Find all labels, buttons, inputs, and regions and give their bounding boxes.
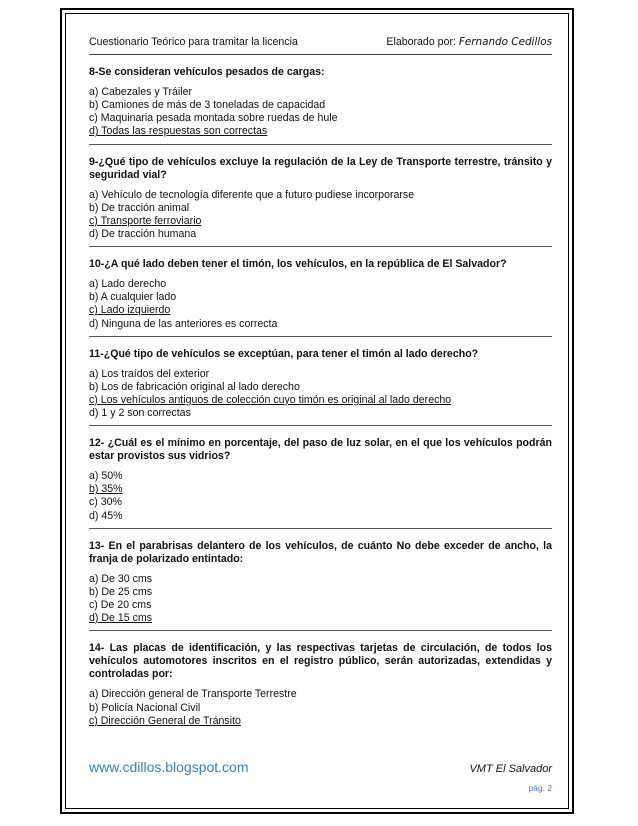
answer-option: b) De 25 cms — [89, 585, 152, 598]
answer-option: d) 1 y 2 son correctas — [89, 406, 191, 419]
question-separator — [89, 425, 552, 426]
question-separator — [89, 630, 552, 631]
answer-option: b) Camiones de más de 3 toneladas de capacidad — [89, 99, 326, 112]
document-page — [89, 36, 552, 728]
answer-option-correct: c) Transporte ferroviario — [89, 214, 202, 227]
answer-option: a) Lado derecho — [89, 278, 167, 291]
header-rule — [89, 54, 552, 55]
answer-option: a) De 30 cms — [89, 572, 152, 585]
answer-option: b) De tracción animal — [89, 201, 190, 214]
question-title: 13- En el parabrisas delantero de los vehículos, de cuánto No debe exceder de ancho, la franja de polarizado entintado: — [89, 539, 552, 565]
answer-option: d) Ninguna de las anteriores es correcta — [89, 317, 278, 330]
question-block — [89, 66, 552, 144]
answer-option-correct: c) Los vehículos antiguos de colección cuyo timón es original al lado derecho — [89, 393, 452, 406]
question-block — [89, 642, 552, 728]
question-separator — [89, 144, 552, 145]
answer-option: a) Cabezales y Tráiler — [89, 86, 193, 99]
header-author — [386, 36, 552, 49]
answer-option: a) Vehículo de tecnología diferente que a futuro pudiese incorporarse — [89, 188, 415, 201]
question-list — [89, 66, 552, 728]
answer-option-correct: c) Lado izquierdo — [89, 304, 171, 317]
answer-option: a) Dirección general de Transporte Terrestre — [89, 688, 297, 701]
page-header — [89, 36, 552, 49]
question-title: 10-¿A qué lado deben tener el timón, los vehículos, en la república de El Salvador? — [89, 258, 507, 271]
question-title: 14- Las placas de identificación, y las respectivas tarjetas de circulación, de todos los vehículos automotores inscritos en el registro público, serán autorizadas, extendidas y controladas por: — [89, 642, 552, 681]
answer-option: d) De tracción humana — [89, 228, 197, 241]
answer-option-correct: d) Todas las respuestas son correctas — [89, 125, 268, 138]
question-title: 8-Se consideran vehículos pesados de cargas: — [89, 66, 325, 79]
blog-link[interactable]: www.cdillos.blogspot.com — [89, 759, 249, 775]
question-block — [89, 540, 552, 632]
answer-option: d) 45% — [89, 509, 123, 522]
question-block — [89, 348, 552, 426]
question-separator — [89, 336, 552, 337]
answer-option: b) Policía Nacional Civil — [89, 701, 201, 714]
author-label: Elaborado por: — [386, 36, 459, 48]
question-title: 11-¿Qué tipo de vehículos se exceptúan, para tener el timón al lado derecho? — [89, 347, 479, 360]
answer-option: c) 30% — [89, 496, 122, 509]
question-separator — [89, 246, 552, 247]
question-block — [89, 258, 552, 336]
answer-option: c) De 20 cms — [89, 599, 152, 611]
question-block — [89, 437, 552, 529]
page-number: pág. 2 — [528, 783, 552, 793]
answer-option-correct: c) Dirección General de Tránsito — [89, 714, 241, 727]
footer-org: VMT El Salvador — [469, 763, 552, 775]
page-footer — [89, 759, 552, 793]
question-title: 12- ¿Cuál es el mínimo en porcentaje, del paso de luz solar, en el que los vehículos podrán estar provistos sus vidrios? — [89, 437, 552, 463]
question-title: 9-¿Qué tipo de vehículos excluye la regulación de la Ley de Transporte terrestre, tránsito y seguridad vial? — [89, 155, 552, 181]
question-separator — [89, 528, 552, 529]
answer-option: a) Los traídos del exterior — [89, 367, 210, 380]
answer-option-correct: b) 35% — [89, 483, 123, 496]
answer-option-correct: d) De 15 cms — [89, 612, 152, 625]
answer-option: c) Maquinaria pesada montada sobre ruedas de hule — [89, 112, 338, 125]
answer-option: b) Los de fabricación original al lado derecho — [89, 380, 300, 393]
header-title: Cuestionario Teórico para tramitar la licencia — [89, 36, 298, 48]
answer-option: a) 50% — [89, 470, 123, 483]
author-name: Fernando Cedillos — [458, 36, 552, 48]
question-block — [89, 156, 552, 248]
answer-option: b) A cualquier lado — [89, 291, 177, 304]
